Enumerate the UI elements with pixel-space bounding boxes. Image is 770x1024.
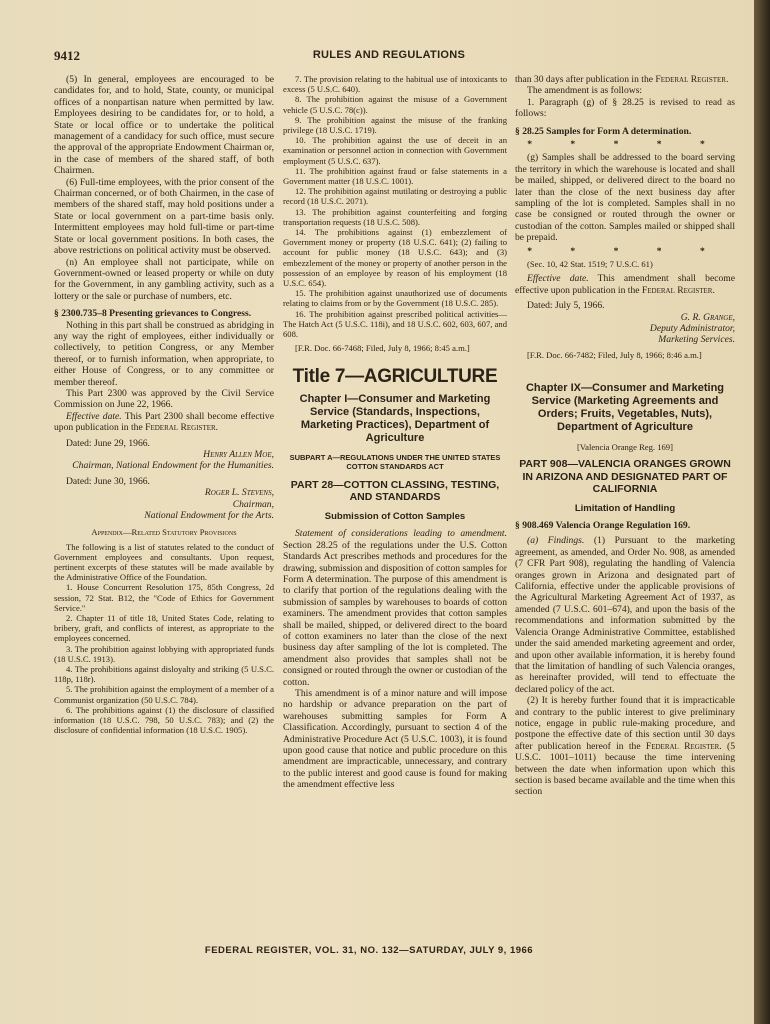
omission-stars: * * * * *: [527, 245, 723, 257]
considerations-label: Statement of considerations leading to amendment.: [295, 528, 507, 540]
paragraph: [515, 535, 735, 695]
paragraph: 1. Paragraph (g) of § 28.25 is revised to read as follows:: [515, 96, 735, 120]
list-item: 14. The prohibitions against (1) embezzlement of Government money or property (18 U.S.C. 641); (2) failing to account for public money (18 U.S.C. 643); and (3) embezzlement of the money or property of another person in the possession of an employee by reason of his employment (18 U.S.C. 654).: [283, 227, 507, 289]
considerations-text: Section 28.25 of the regulations under the U.S. Cotton Standards Act prescribes methods and procedures for the drawing, submission and disposition of cotton samples for Form A determination. The purpose of this amendment is to clarify that portion of the regulations dealing with the submission of samples by warehouses to boards of cotton examiners. The amendment provides that cotton samples shall be mailed, shipped, or delivered direct to the board of cotton examiners no later than the close of the next business day after sampling of the lot is completed. The amendment also provides that samples shall not be consigned or routed through the owner or custodian of the cotton.: [283, 539, 507, 688]
effective-date-text: This amendment shall become effective upon publication in the: [515, 273, 735, 296]
appendix-heading: Appendix—Related Statutory Provisions: [91, 527, 237, 538]
list-item: 4. The prohibitions against disloyalty and striking (5 U.S.C. 118p, 118r).: [54, 664, 274, 685]
part-heading: PART 908—VALENCIA ORANGES GROWN IN ARIZONA AND DESIGNATED PART OF CALIFORNIA: [519, 458, 731, 496]
dated-line: Dated: June 30, 1966.: [66, 475, 150, 487]
text-span: than 30 days after publication in the: [515, 74, 654, 85]
dated-line: Dated: June 29, 1966.: [66, 437, 150, 449]
title-heading: Title 7—AGRICULTURE: [292, 366, 498, 388]
list-item: 9. The prohibition against the misuse of the franking privilege (18 U.S.C. 1719).: [283, 114, 507, 136]
list-item: 16. The prohibition against prescribed political activities—The Hatch Act (5 U.S.C. 118i), and 18 U.S.C. 602, 603, 607, and 608.: [283, 308, 507, 340]
section-heading: § 28.25 Samples for Form A determination.: [515, 125, 692, 137]
page-footer: FEDERAL REGISTER, VOL. 31, NO. 132—SATURDAY, JULY 9, 1966: [204, 945, 534, 956]
list-item: 3. The prohibition against lobbying with appropriated funds (18 U.S.C. 1913).: [54, 643, 274, 664]
list-item: 1. House Concurrent Resolution 175, 85th Congress, 2d session, 72 Stat. B12, the "Code of Ethics for Government Service.": [54, 582, 274, 613]
federal-register-ref: Federal Register.: [655, 74, 729, 85]
paragraph: The amendment is as follows:: [527, 85, 643, 97]
paragraph: [283, 528, 507, 688]
signature-name: Roger L. Stevens,: [204, 487, 274, 499]
list-item: 6. The prohibitions against (1) the disclosure of classified information (18 U.S.C. 798, 50 U.S.C. 783); and (2) the disclosure of confidential information (18 U.S.C. 1905).: [54, 704, 274, 736]
list-item: 2. Chapter 11 of title 18, United States Code, relating to bribery, graft, and conflicts of interest, as appropriate to the employees concerned.: [54, 613, 274, 644]
paragraph: This Part 2300 was approved by the Civil Service Commission on June 22, 1966.: [54, 387, 274, 411]
page-edge: [754, 0, 770, 1024]
subsection-heading: Limitation of Handling: [574, 502, 676, 514]
signature-title: Chairman, National Endowment for the Humanities.: [72, 460, 274, 472]
chapter-heading: Chapter I—Consumer and Marketing Service (Standards, Inspections, Marketing Practices), Department of Agriculture: [299, 392, 491, 444]
subsection-heading: Submission of Cotton Samples: [324, 510, 466, 522]
paragraph: (n) An employee shall not participate, while on Government-owned or leased property or while on duty for the Government, in any gambling activity, such as a lottery or the sale or purchase of numbers, etc.: [54, 256, 274, 302]
signature-title: Deputy Administrator,: [649, 322, 735, 334]
list-item: 5. The prohibition against the employment of a member of a Communist organization (50 U.S.C. 784).: [54, 684, 274, 705]
paragraph: (g) Samples shall be addressed to the board serving the territory in which the warehouse is located and shall be mailed, shipped, or delivered direct to the board no later than the close of the next business day after sampling of the lot is completed. Samples shall in no case be consigned or routed through the owner or custodian of the cotton. Samples mailed or shipped shall be prepaid.: [515, 152, 735, 244]
list-item: 7. The provision relating to the habitual use of intoxicants to excess (5 U.S.C. 640).: [283, 74, 507, 95]
paragraph: This amendment is of a minor nature and will impose no hardship or advance preparation on the part of warehouses submitting samples for Form A Classification. Accordingly, pursuant to section 4 of the Administrative Procedure Act (5 U.S.C. 1003), it is found upon good cause that notice and public procedure on this amendment are impracticable, unnecessary, and contrary to the public interest and good cause is found for making the amendment effective less: [283, 687, 507, 791]
section-heading: § 908.469 Valencia Orange Regulation 169.: [515, 520, 691, 532]
paragraph: (6) Full-time employees, with the prior consent of the Chairman concerned, or of both Chairmen, in the case of members of the shared staff, may hold positions under a State or local government on a part-time basis only. Intermittent employees may hold full-time or part-time State or local government positions. In both cases, the above restrictions on political activity must be observed.: [54, 176, 274, 257]
signature-title: Chairman,: [232, 498, 274, 510]
regulation-number: [Valencia Orange Reg. 169]: [577, 441, 673, 452]
page-header: [54, 48, 724, 64]
citation: (Sec. 10, 42 Stat. 1519; 7 U.S.C. 61): [527, 259, 653, 270]
paragraph: Nothing in this part shall be construed as abridging in any way the right of employees, either individually or collectively, to petition Congress, or any Member thereof, or to furnish information, when appropriate, to either House of Congress, or to any committee or member thereof.: [54, 319, 274, 388]
part-heading: PART 28—COTTON CLASSING, TESTING, AND STANDARDS: [290, 478, 500, 504]
signature-title: Marketing Services.: [658, 334, 735, 346]
paragraph: [515, 695, 735, 798]
fr-doc-note: [F.R. Doc. 66-7482; Filed, July 8, 1966; 8:46 a.m.]: [527, 349, 702, 360]
list-item: 10. The prohibition against the use of deceit in an examination or personnel action in connection with Government employment (5 U.S.C. 637).: [283, 135, 507, 166]
running-head: RULES AND REGULATIONS: [312, 49, 466, 61]
list-item: 15. The prohibition against unauthorized use of documents relating to claims from or by the Government (18 U.S.C. 285).: [283, 288, 507, 309]
findings-label: (a) Findings.: [527, 535, 585, 547]
signature-name: Henry Allen Moe,: [203, 449, 274, 460]
chapter-heading: Chapter IX—Consumer and Marketing Service (Marketing Agreements and Orders; Fruits, Vegetables, Nuts), Department of Agriculture: [525, 381, 725, 433]
findings-text: (1) Pursuant to the marketing agreement, as amended, and Order No. 908, as amended (7 CFR Part 908), regulating the handling of Valencia oranges grown in Arizona and designated part of California, effective under the applicable provisions of the Agricultural Marketing Agreement Act of 1937, as amended (7 U.S.C. 601–674), and upon the basis of the recommendations and information submitted by the Valencia Orange Administrative Committee, established under the said amended marketing agreement and order, and upon other available information, it is hereby found that the limitation of handling of such Valencia oranges, as hereinafter provided, will tend to effectuate the declared policy of the act.: [515, 535, 735, 695]
paragraph: (5) In general, employees are encouraged to be candidates for, and to hold, State, county, or municipal offices of a nonpartisan nature when permitted by law. Employees desiring to be candidates for, or to hold, a State or local office or to undertake the political management of a candidacy for such office, must secure the approval of the appropriate Endowment Chairman or, in the case of members of the shared staff, of both Chairmen.: [54, 74, 274, 177]
list-item: 12. The prohibition against mutilating or destroying a public record (18 U.S.C. 2071).: [283, 186, 507, 207]
text-span: (5 U.S.C. 1001–1011) because the time intervening between the date when information upon which this section is based became available and the time when this section: [515, 740, 735, 798]
signature-name: G. R. Grange,: [680, 311, 735, 323]
column-2: [283, 74, 507, 791]
paragraph: [515, 74, 735, 85]
dated-line: Dated: July 5, 1966.: [527, 300, 605, 312]
subpart-heading: SUBPART A—REGULATIONS UNDER THE UNITED STATES COTTON STANDARDS ACT: [289, 452, 501, 471]
appendix-intro: The following is a list of statutes related to the conduct of Government employees and consultants. Upon request, pertinent excerpts of these statutes will be made available by the Administrative Office of the Foundation.: [54, 541, 274, 583]
list-item: 13. The prohibition against counterfeiting and forging transportation requests (18 U.S.C. 508).: [283, 206, 507, 227]
effective-date: [54, 411, 274, 434]
column-3: [515, 74, 735, 798]
signature-title: National Endowment for the Arts.: [144, 510, 274, 522]
federal-register-ref: Federal Register.: [145, 422, 219, 434]
federal-register-ref: Federal Register.: [645, 740, 722, 752]
list-item: 8. The prohibition against the misuse of a Government vehicle (5 U.S.C. 78(c)).: [283, 94, 507, 115]
text-span: (2) It is hereby further found that it is impracticable and contrary to the public interest to give preliminary notice, engage in public rule-making procedure, and postpone the effective date of this section until 30 days after publication hereof in the: [515, 695, 735, 752]
fr-doc-note: [F.R. Doc. 66-7468; Filed, July 8, 1966; 8:45 a.m.]: [295, 343, 470, 354]
effective-date-label: Effective date.: [527, 273, 589, 285]
section-heading: § 2300.735–8 Presenting grievances to Congress.: [54, 308, 252, 320]
effective-date-label: Effective date.: [66, 410, 122, 422]
column-1: [54, 74, 274, 736]
effective-date: [515, 273, 735, 296]
list-item: 11. The prohibition against fraud or false statements in a Government matter (18 U.S.C. 1001).: [283, 165, 507, 187]
page-number: 9412: [54, 48, 80, 63]
omission-stars: * * * * *: [527, 139, 723, 151]
effective-date-text: This Part 2300 shall become effective upon publication in the: [54, 410, 274, 434]
federal-register-ref: Federal Register.: [641, 284, 715, 296]
